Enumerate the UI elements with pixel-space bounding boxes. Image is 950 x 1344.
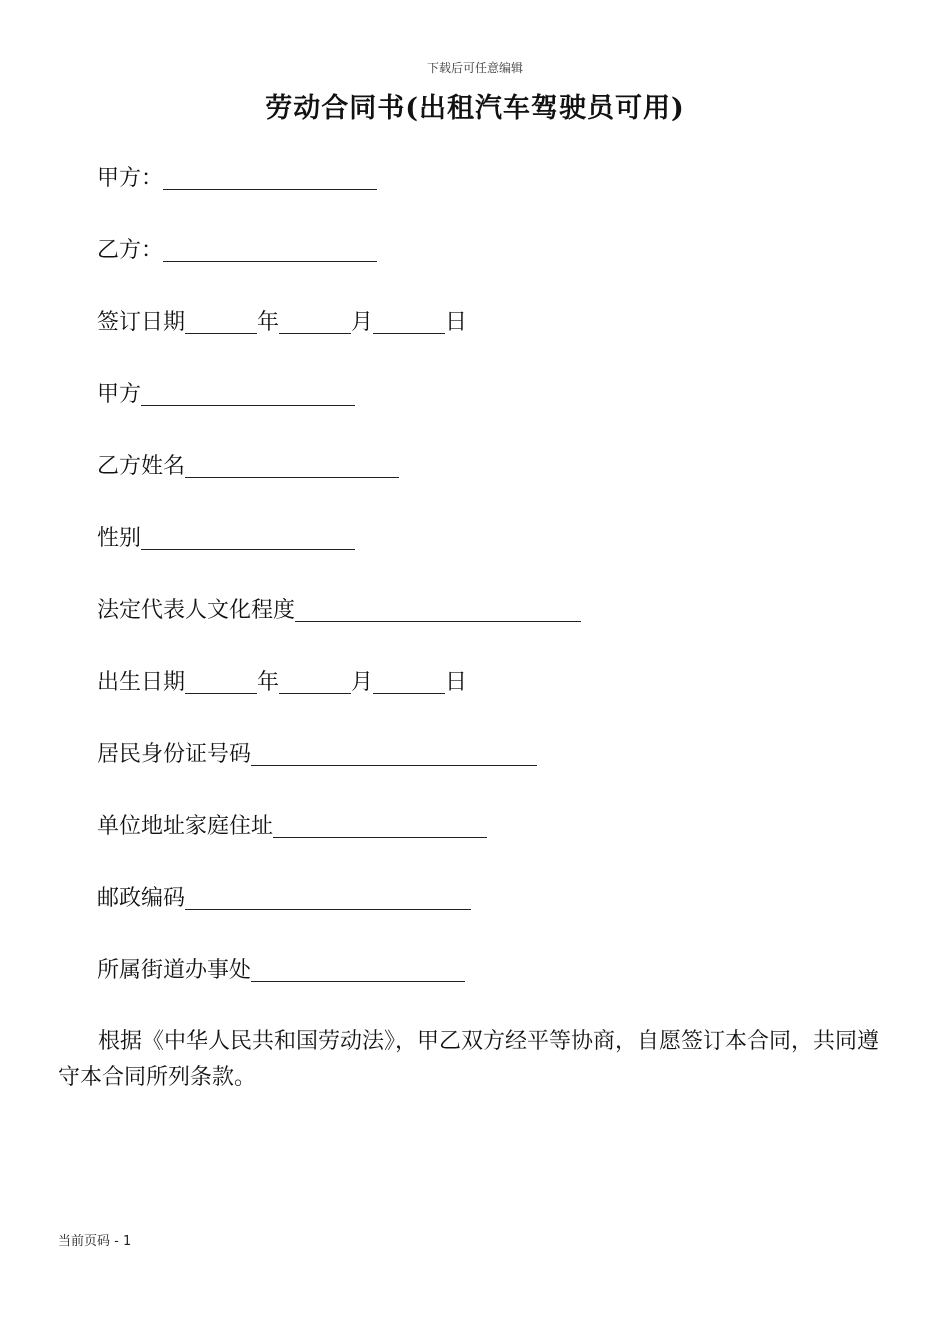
field-birth-date	[97, 668, 467, 698]
field-label: 所属街道办事处	[97, 958, 252, 983]
fill-blank[interactable]	[251, 959, 465, 982]
fill-blank[interactable]	[273, 815, 487, 838]
field-label: 乙方：	[97, 238, 164, 263]
month-blank[interactable]	[279, 311, 351, 334]
field-party-b	[97, 236, 377, 266]
field-party-b-name	[97, 452, 399, 482]
month-label: 月	[351, 310, 374, 335]
fill-blank[interactable]	[251, 743, 537, 766]
day-blank[interactable]	[373, 671, 445, 694]
field-label: 乙方姓名	[97, 454, 186, 479]
year-label: 年	[257, 310, 280, 335]
field-label: 甲方	[97, 382, 142, 407]
day-label: 日	[445, 310, 468, 335]
field-label: 居民身份证号码	[97, 742, 252, 767]
day-label: 日	[445, 670, 468, 695]
intro-paragraph: 根据《中华人民共和国劳动法》，甲乙双方经平等协商，自愿签订本合同，共同遵守本合同所列条款。	[58, 1029, 880, 1090]
field-label: 甲方：	[97, 166, 164, 191]
field-label: 邮政编码	[97, 886, 186, 911]
field-label: 单位地址家庭住址	[97, 814, 274, 839]
field-street-office	[97, 956, 465, 986]
field-label: 法定代表人文化程度	[97, 598, 296, 623]
year-blank[interactable]	[185, 311, 257, 334]
field-id-number	[97, 740, 537, 770]
field-label: 签订日期	[97, 310, 186, 335]
year-label: 年	[257, 670, 280, 695]
month-blank[interactable]	[279, 671, 351, 694]
fill-blank[interactable]	[295, 599, 581, 622]
field-postal-code	[97, 884, 471, 914]
field-label: 出生日期	[97, 670, 186, 695]
field-sign-date	[97, 308, 467, 338]
year-blank[interactable]	[185, 671, 257, 694]
fill-blank[interactable]	[185, 887, 471, 910]
fill-blank[interactable]	[163, 167, 377, 190]
fill-blank[interactable]	[141, 527, 355, 550]
field-label: 性别	[97, 526, 142, 551]
fill-blank[interactable]	[141, 383, 355, 406]
field-party-a-2	[97, 380, 355, 410]
field-party-a	[97, 164, 377, 194]
fill-blank[interactable]	[185, 455, 399, 478]
document-title: 劳动合同书(出租汽车驾驶员可用)	[265, 93, 685, 124]
header-note: 下载后可任意编辑	[426, 61, 523, 75]
day-blank[interactable]	[373, 311, 445, 334]
page-number-footer: 当前页码 - 1	[58, 1234, 132, 1249]
field-gender	[97, 524, 355, 554]
field-address	[97, 812, 487, 842]
field-legal-rep-education	[97, 596, 581, 626]
month-label: 月	[351, 670, 374, 695]
fill-blank[interactable]	[163, 239, 377, 262]
